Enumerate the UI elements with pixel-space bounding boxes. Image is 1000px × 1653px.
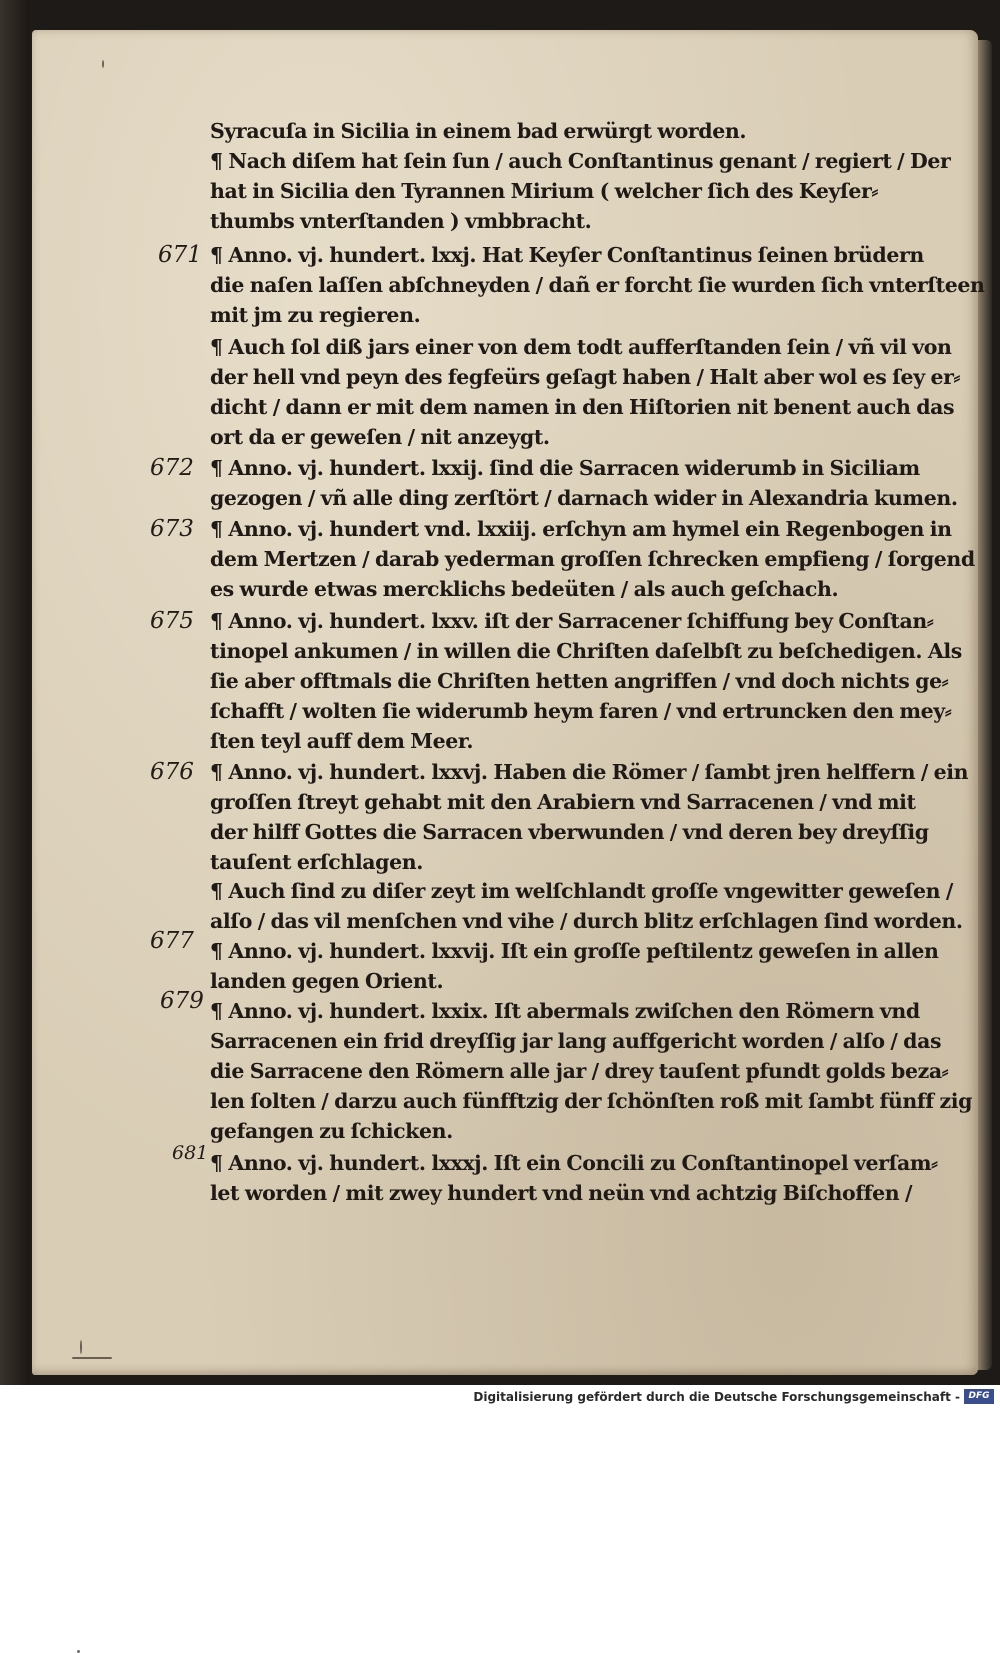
text-line: len ſolten / darzu auch fünfftzig der ſchönſten roß mit ſambt fünff zig [210, 1089, 973, 1113]
text-line: tinopel ankumen / in willen die Chriſten daſelbſt zu beſchedigen. Als [210, 639, 962, 663]
margin-year: 671 [158, 242, 202, 268]
text-line: hat in Sicilia den Tyrannen Mirium ( welcher ſich des Keyſer⸗ [210, 179, 878, 203]
text-line: dicht / dann er mit dem namen in den Hiſtorien nit benent auch das [210, 395, 955, 419]
text-line: ¶ Anno. vj. hundert. lxxij. ſind die Sarracen widerumb in Siciliam [210, 456, 920, 480]
funding-credit: Digitalisierung gefördert durch die Deutsche Forschungsgemeinschaft - [473, 1390, 960, 1404]
text-line: der hell vnd peyn des fegfeürs geſagt haben / Halt aber wol es ſey er⸗ [210, 365, 960, 389]
page-edge [978, 40, 992, 1370]
text-line: tauſent erſchlagen. [210, 850, 423, 874]
text-line: ¶ Anno. vj. hundert. lxxv. iſt der Sarracener ſchiffung bey Conſtan⸗ [210, 609, 934, 633]
text-line: alſo / das vil menſchen vnd vihe / durch blitz erſchlagen ſind worden. [210, 909, 963, 933]
text-line: groſſen ſtreyt gehabt mit den Arabiern vnd Sarracenen / vnd mit [210, 790, 916, 814]
text-line: let worden / mit zwey hundert vnd neün vnd achtzig Biſchoffen / [210, 1181, 913, 1205]
margin-year: 676 [150, 759, 194, 785]
text-line: ¶ Anno. vj. hundert. lxxxj. Iſt ein Concili zu Conſtantinopel verſam⸗ [210, 1151, 938, 1175]
text-line: ¶ Nach diſem hat ſein ſun / auch Conſtantinus genant / regiert / Der [210, 149, 951, 173]
text-line: ¶ Anno. vj. hundert. lxxvj. Haben die Römer / ſambt jren helffern / ein [210, 760, 969, 784]
text-line: landen gegen Orient. [210, 969, 444, 993]
text-line: ¶ Auch ſol diß jars einer von dem todt aufferſtanden ſein / vñ vil von [210, 335, 952, 359]
text-line: ¶ Anno. vj. hundert. lxxj. Hat Keyſer Conſtantinus ſeinen brüdern [210, 243, 924, 267]
text-line: ſten teyl auff dem Meer. [210, 729, 474, 753]
text-line: gezogen / vñ alle ding zerſtört / darnach wider in Alexandria kumen. [210, 486, 958, 510]
dfg-logo: DFG [964, 1389, 994, 1404]
text-line: die naſen laſſen abſchneyden / dañ er forcht ſie wurden ſich vnterſteen [210, 273, 985, 297]
text-line: ſchafft / wolten ſie widerumb heym faren / vnd ertruncken den mey⸗ [210, 699, 952, 723]
text-line: dem Mertzen / darab yederman groſſen ſchrecken empfieng / ſorgend [210, 547, 975, 571]
margin-year: 681 [172, 1142, 209, 1164]
book-binding-edge [0, 0, 30, 1385]
text-line: ¶ Anno. vj. hundert. lxxvij. Iſt ein groſſe peſtilentz geweſen in allen [210, 939, 939, 963]
text-line: ¶ Anno. vj. hundert vnd. lxxiij. erſchyn am hymel ein Regenbogen in [210, 517, 952, 541]
margin-year: 675 [150, 608, 194, 634]
ink-speck [72, 1357, 112, 1359]
text-line: thumbs vnterſtanden ) vmbbracht. [210, 209, 592, 233]
text-line: ¶ Auch ſind zu diſer zeyt im welſchlandt groſſe vngewitter geweſen / [210, 879, 953, 903]
footer-bar [0, 1385, 1000, 1411]
text-line: ¶ Anno. vj. hundert. lxxix. Iſt abermals zwiſchen den Römern vnd [210, 999, 920, 1023]
text-line: mit jm zu regieren. [210, 303, 421, 327]
text-line: ort da er geweſen / nit anzeygt. [210, 425, 550, 449]
text-line: es wurde etwas mercklichs bedeüten / als auch geſchach. [210, 577, 839, 601]
text-line: Sarracenen ein frid dreyſſig jar lang auffgericht worden / alſo / das [210, 1029, 942, 1053]
margin-year: 673 [150, 516, 194, 542]
text-line: ſie aber offtmals die Chriſten hetten angriffen / vnd doch nichts ge⸗ [210, 669, 949, 693]
ink-speck [102, 60, 104, 68]
text-line: gefangen zu ſchicken. [210, 1119, 453, 1143]
text-line: der hilff Gottes die Sarracen vberwunden / vnd deren bey dreyſſig [210, 820, 929, 844]
ink-speck [80, 1340, 82, 1354]
margin-year: 679 [160, 988, 204, 1014]
margin-year: 672 [150, 455, 194, 481]
text-line: Syracuſa in Sicilia in einem bad erwürgt worden. [210, 119, 747, 143]
text-line: die Sarracene den Römern alle jar / drey tauſent pfundt golds beza⸗ [210, 1059, 949, 1083]
margin-year: 677 [150, 928, 194, 954]
